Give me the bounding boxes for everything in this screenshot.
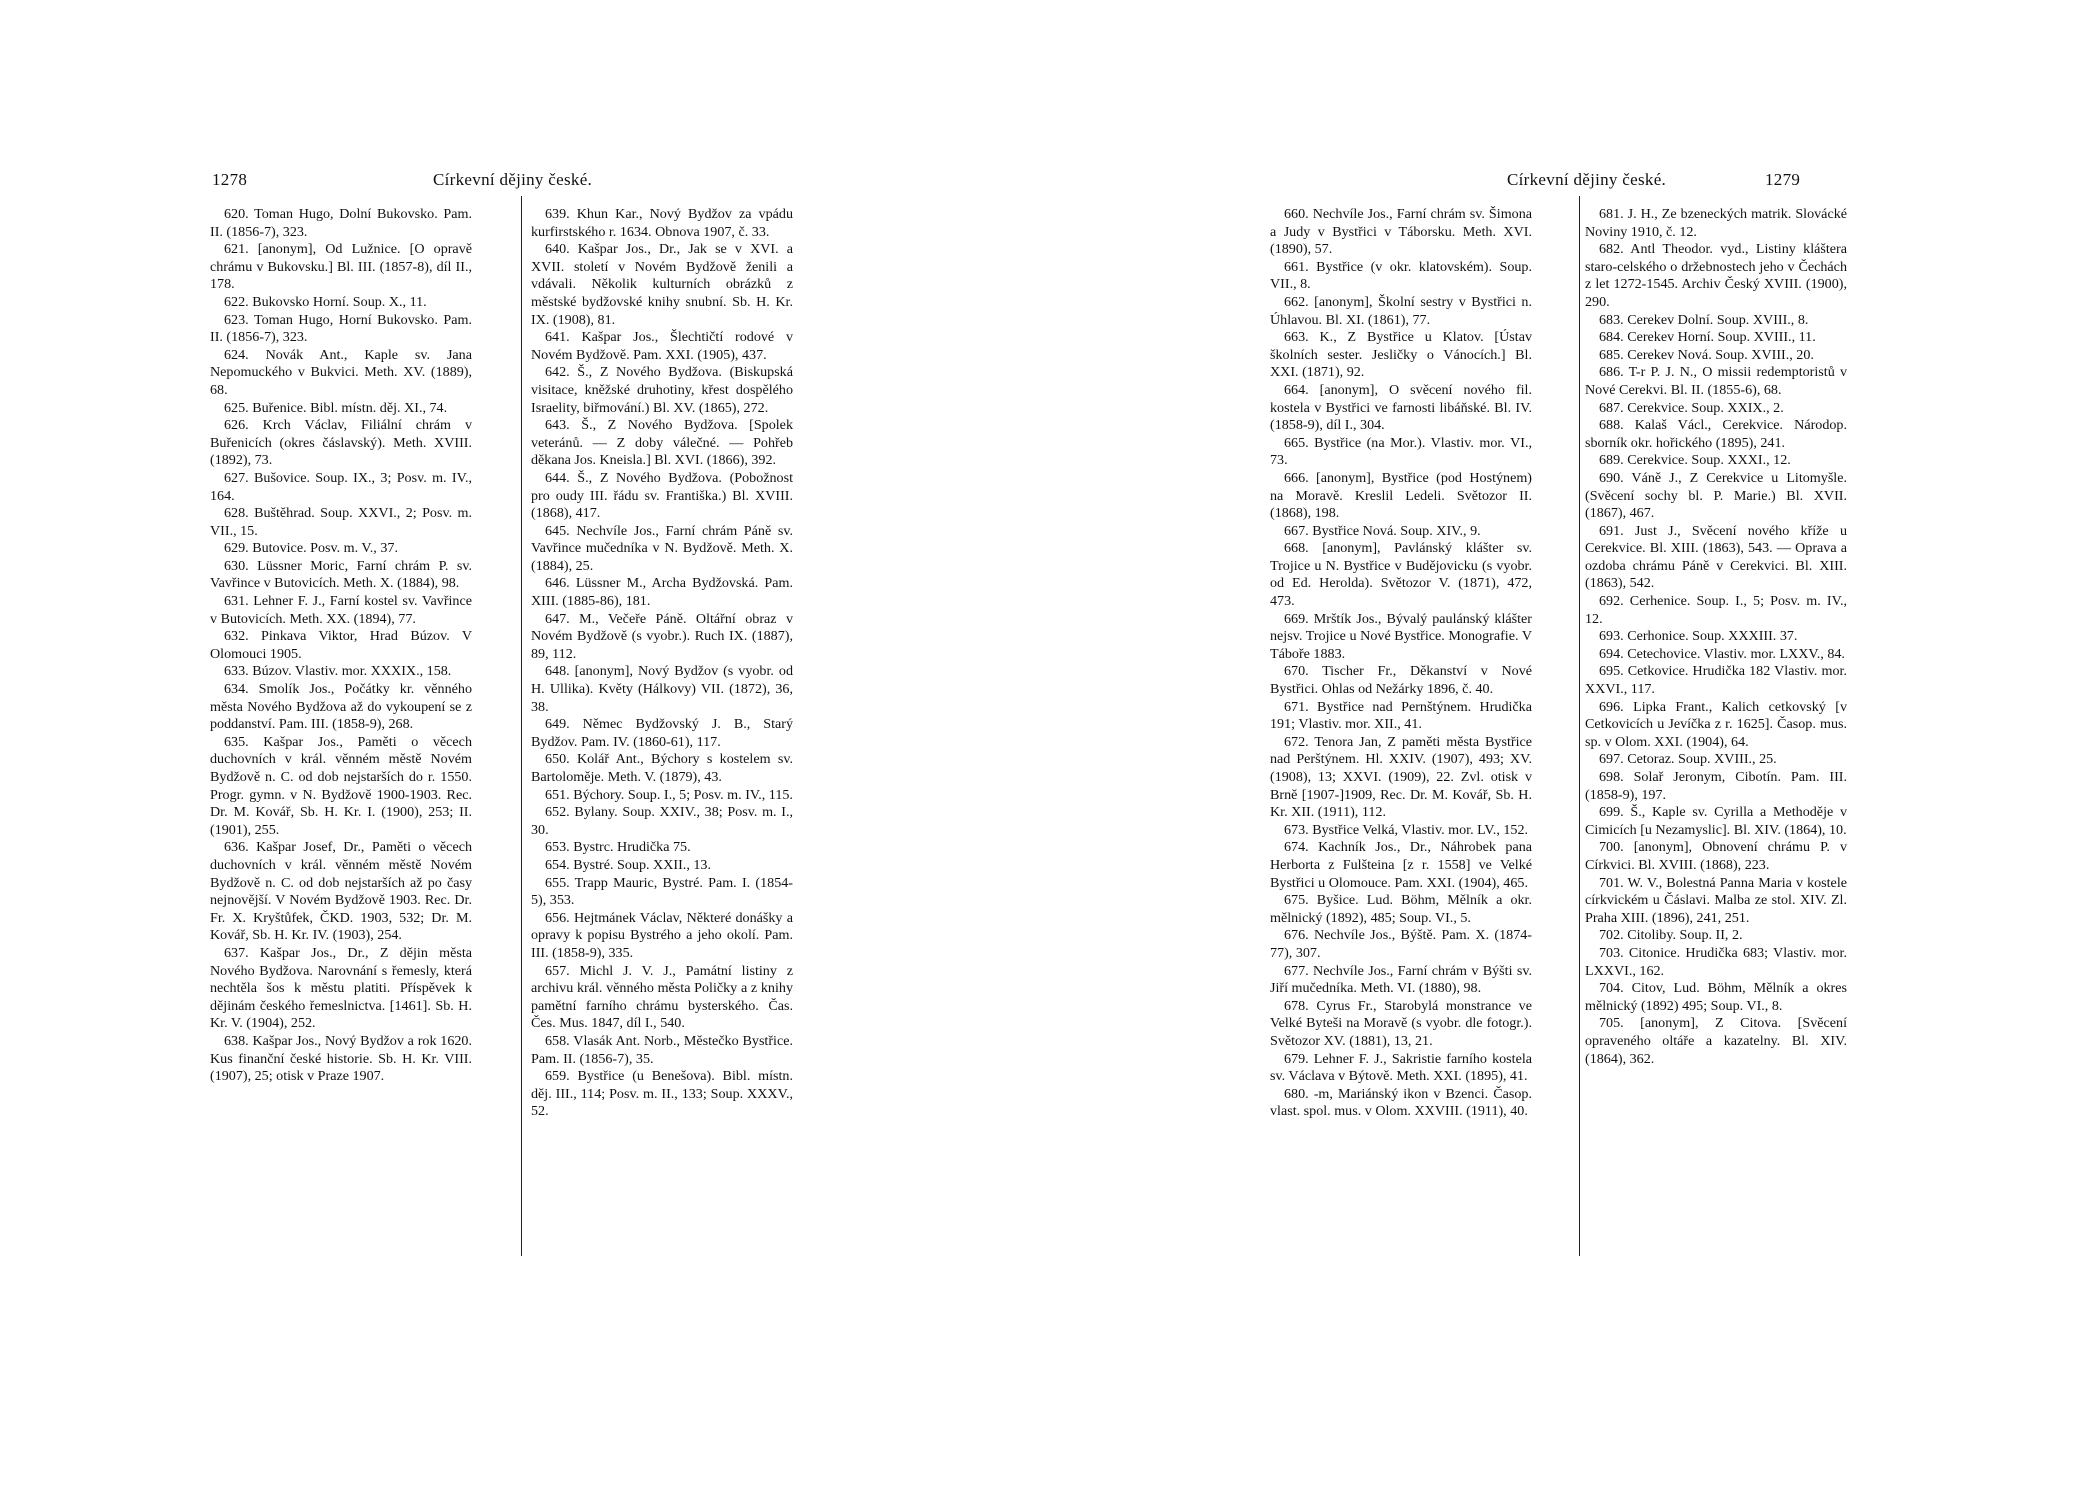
bibliography-entry: 665. Bystřice (na Mor.). Vlastiv. mor. VI., 73. (1270, 434, 1532, 469)
bibliography-entry: 666. [anonym], Bystřice (pod Hostýnem) na Moravě. Kreslil Ledeli. Světozor II. (1868), 198. (1270, 469, 1532, 522)
bibliography-entry: 703. Citonice. Hrudička 683; Vlastiv. mor. LXXVI., 162. (1585, 944, 1847, 979)
bibliography-entry: 637. Kašpar Jos., Dr., Z dějin města Nového Bydžova. Narovnání s řemesly, která nechtěla šos k městu platiti. Příspěvek k dějinám českého řemeslnictva. [1461]. Sb. H. Kr. V. (1904), 252. (210, 944, 472, 1032)
column-left-1 (210, 206, 472, 1086)
bibliography-entry: 686. T-r P. J. N., O missii redemptoristů v Nové Cerekvi. Bl. II. (1855-6), 68. (1585, 364, 1847, 398)
bibliography-entry: 681. J. H., Ze bzeneckých matrik. Slovácké Noviny 1910, č. 12. (1585, 206, 1847, 240)
bibliography-entry: 705. [anonym], Z Citova. [Svěcení opraveného oltáře a kazatelny. Bl. XIV. (1864), 362. (1585, 1015, 1847, 1067)
bibliography-entry: 648. [anonym], Nový Bydžov (s vyobr. od H. Ullika). Květy (Hálkovy) VII. (1872), 36, 38. (531, 663, 793, 715)
bibliography-entry: 641. Kašpar Jos., Šlechtičtí rodové v Novém Bydžově. Pam. XXI. (1905), 437. (531, 329, 793, 363)
bibliography-entry: 632. Pinkava Viktor, Hrad Búzov. V Olomouci 1905. (210, 628, 472, 662)
bibliography-entry: 693. Cerhonice. Soup. XXXIII. 37. (1599, 628, 1798, 645)
bibliography-entry: 692. Cerhenice. Soup. I., 5; Posv. m. IV., 12. (1585, 593, 1847, 627)
bibliography-entry: 640. Kašpar Jos., Dr., Jak se v XVI. a XVII. století v Novém Bydžově ženili a vdávali. Několik kulturních obrázků z městské bydžovské knihy snubní. Sb. H. Kr. IX. (1908), 81. (531, 241, 793, 328)
bibliography-entry: 682. Antl Theodor. vyd., Listiny kláštera staro-celského o držebnostech jeho v Čechách z let 1272-1545. Archiv Český XVIII. (1900), 290. (1585, 241, 1847, 310)
bibliography-entry: 700. [anonym], Obnovení chrámu P. v Církvici. Bl. XVIII. (1868), 223. (1585, 839, 1847, 873)
bibliography-entry: 695. Cetkovice. Hrudička 182 Vlastiv. mor. XXVI., 117. (1585, 663, 1847, 698)
bibliography-entry: 664. [anonym], O svěcení nového fil. kostela v Bystřici ve farnosti libáňské. Bl. IV. (1858-9), díl I., 304. (1270, 381, 1532, 434)
bibliography-entry: 644. Š., Z Nového Bydžova. (Pobožnost pro oudy III. řádu sv. Františka.) Bl. XVIII. (1868), 417. (531, 469, 793, 522)
bibliography-entry: 704. Citov, Lud. Böhm, Mělník a okres mělnický (1892) 495; Soup. VI., 8. (1585, 980, 1847, 1014)
bibliography-entry: 662. [anonym], Školní sestry v Bystřici n. Úhlavou. Bl. XI. (1861), 77. (1270, 293, 1532, 328)
bibliography-entry: 660. Nechvíle Jos., Farní chrám sv. Šimona a Judy v Bystřici v Táborsku. Meth. XVI. (1890), 57. (1270, 206, 1532, 258)
right-page (1048, 0, 2096, 1500)
bibliography-entry: 691. Just J., Svěcení nového kříže u Cerekvice. Bl. XIII. (1863), 543. — Oprava a ozdoba chrámu Páně v Cerekvici. Bl. XIII. (1863), 542. (1585, 522, 1847, 592)
bibliography-entry: 687. Cerekvice. Soup. XXIX., 2. (1599, 399, 1784, 416)
column-divider (521, 196, 522, 1256)
bibliography-entry: 623. Toman Hugo, Horní Bukovsko. Pam. II. (1856-7), 323. (210, 311, 472, 346)
bibliography-entry: 634. Smolík Jos., Počátky kr. věnného města Nového Bydžova až do vykoupení se z poddanství. Pam. III. (1858-9), 268. (210, 681, 472, 733)
bibliography-entry: 674. Kachník Jos., Dr., Náhrobek pana Herborta z Fulšteina [z r. 1558] ve Velké Bystřici u Olomouce. Pam. XXI. (1904), 465. (1270, 839, 1532, 891)
bibliography-entry: 697. Cetoraz. Soup. XVIII., 25. (1599, 751, 1777, 768)
bibliography-entry: 663. K., Z Bystřice u Klatov. [Ústav školních sester. Jesličky o Vánocích.] Bl. XXI. (1871), 92. (1270, 329, 1532, 381)
page-number: 1279 (1765, 170, 1801, 189)
bibliography-entry: 702. Citoliby. Soup. II, 2. (1599, 927, 1743, 944)
bibliography-entry: 689. Cerekvice. Soup. XXXI., 12. (1599, 452, 1791, 469)
bibliography-entry: 650. Kolář Ant., Býchory s kostelem sv. Bartoloměje. Meth. V. (1879), 43. (531, 751, 793, 785)
bibliography-entry: 622. Bukovsko Horní. Soup. X., 11. (224, 293, 427, 310)
bibliography-entry: 683. Cerekev Dolní. Soup. XVIII., 8. (1599, 311, 1809, 328)
bibliography-entry: 630. Lüssner Moric, Farní chrám P. sv. Vavřince v Butovicích. Meth. X. (1884), 98. (210, 557, 472, 592)
bibliography-entry: 690. Váně J., Z Cerekvice u Litomyšle. (Svěcení sochy bl. P. Marie.) Bl. XVII. (1867), 467. (1585, 469, 1847, 522)
running-title: Církevní dějiny české. (1507, 170, 1667, 189)
bibliography-entry: 639. Khun Kar., Nový Bydžov za vpádu kurfirstského r. 1634. Obnova 1907, č. 33. (531, 206, 793, 240)
bibliography-entry: 680. -m, Mariánský ikon v Bzenci. Časop. vlast. spol. mus. v Olom. XXVIII. (1911), 40. (1270, 1085, 1532, 1120)
bibliography-entry: 646. Lüssner M., Archa Bydžovská. Pam. XIII. (1885-86), 181. (531, 575, 793, 610)
bibliography-entry: 694. Cetechovice. Vlastiv. mor. LXXV., 84. (1599, 645, 1845, 662)
bibliography-entry: 647. M., Večeře Páně. Oltářní obraz v Novém Bydžově (s vyobr.). Ruch IX. (1887), 89, 112. (531, 610, 793, 662)
bibliography-entry: 684. Cerekev Horní. Soup. XVIII., 11. (1599, 329, 1816, 346)
column-left-2 (531, 206, 793, 1121)
bibliography-entry: 678. Cyrus Fr., Starobylá monstrance ve Velké Byteši na Moravě (s vyobr. dle fotogr.). Světozor XV. (1881), 13, 21. (1270, 997, 1532, 1049)
bibliography-entry: 679. Lehner F. J., Sakristie farního kostela sv. Václava v Býtově. Meth. XXI. (1895), 41. (1270, 1050, 1532, 1085)
bibliography-entry: 651. Býchory. Soup. I., 5; Posv. m. IV., 115. (545, 786, 793, 803)
bibliography-entry: 696. Lipka Frant., Kalich cetkovský [v Cetkovicích u Jevíčka z r. 1625]. Časop. mus. sp. v Olom. XXI. (1904), 64. (1585, 698, 1847, 750)
bibliography-entry: 636. Kašpar Josef, Dr., Paměti o věcech duchovních v král. věnném městě Novém Bydžově n. C. od dob nejstarších až po časy nejnovější. V Novém Bydžově 1903. Rec. Dr. Fr. X. Kryštůfek, ČKD. 1903, 532; Dr. M. Kovář, Sb. H. Kr. IV. (1903), 254. (210, 839, 472, 944)
bibliography-entry: 652. Bylany. Soup. XXIV., 38; Posv. m. I., 30. (531, 804, 793, 838)
bibliography-entry: 668. [anonym], Pavlánský klášter sv. Trojice u N. Bystřice v Budějovicku (s vyobr. od Ed. Herolda). Světozor V. (1871), 472, 473. (1270, 540, 1532, 610)
bibliography-entry: 620. Toman Hugo, Dolní Bukovsko. Pam. II. (1856-7), 323. (210, 206, 472, 240)
bibliography-entry: 657. Michl J. V. J., Památní listiny z archivu král. věnného města Poličky a z knihy pamětní farního chrámu bysterského. Čas. Čes. Mus. 1847, díl I., 540. (531, 962, 793, 1032)
bibliography-entry: 676. Nechvíle Jos., Býště. Pam. X. (1874-77), 307. (1270, 927, 1532, 961)
column-right-1 (1270, 206, 1532, 1121)
bibliography-entry: 649. Němec Bydžovský J. B., Starý Bydžov. Pam. IV. (1860-61), 117. (531, 716, 793, 750)
bibliography-entry: 627. Bušovice. Soup. IX., 3; Posv. m. IV., 164. (210, 469, 472, 504)
column-divider (1579, 196, 1580, 1256)
bibliography-entry: 631. Lehner F. J., Farní kostel sv. Vavřince v Butovicích. Meth. XX. (1894), 77. (210, 593, 472, 627)
bibliography-entry: 685. Cerekev Nová. Soup. XVIII., 20. (1599, 346, 1814, 363)
column-right-2 (1585, 206, 1847, 1068)
bibliography-entry: 673. Bystřice Velká, Vlastiv. mor. LV., 152. (1284, 821, 1529, 838)
bibliography-entry: 635. Kašpar Jos., Paměti o věcech duchovních v král. věnném městě Novém Bydžově n. C. od dob nejstarších do r. 1550. Progr. gymn. v N. Bydžově 1900-1903. Rec. Dr. M. Kovář, Sb. H. Kr. I. (1900), 253; II. (1901), 255. (210, 733, 472, 838)
bibliography-entry: 667. Bystřice Nová. Soup. XIV., 9. (1284, 522, 1481, 539)
bibliography-entry: 625. Buřenice. Bibl. místn. děj. XI., 74. (224, 399, 448, 416)
bibliography-entry: 624. Novák Ant., Kaple sv. Jana Nepomuckého v Bukvici. Meth. XV. (1889), 68. (210, 346, 472, 398)
bibliography-entry: 658. Vlasák Ant. Norb., Městečko Bystřice. Pam. II. (1856-7), 35. (531, 1032, 793, 1067)
bibliography-entry: 654. Bystré. Soup. XXII., 13. (545, 856, 711, 873)
bibliography-entry: 626. Krch Václav, Filiální chrám v Buřenicích (okres čáslavský). Meth. XVIII. (1892), 73. (210, 417, 472, 469)
bibliography-entry: 661. Bystřice (v okr. klatovském). Soup. VII., 8. (1270, 258, 1532, 293)
bibliography-entry: 621. [anonym], Od Lužnice. [O opravě chrámu v Bukovsku.] Bl. III. (1857-8), díl II., 178. (210, 241, 472, 293)
bibliography-entry: 688. Kalaš Václ., Cerekvice. Národop. sborník okr. hořického (1895), 241. (1585, 417, 1847, 451)
bibliography-entry: 656. Hejtmánek Václav, Některé donášky a opravy k popisu Bystrého a jeho okolí. Pam. III. (1858-9), 335. (531, 909, 793, 961)
page-number: 1278 (212, 170, 248, 189)
bibliography-entry: 669. Mrštík Jos., Bývalý paulánský klášter nejsv. Trojice u Nové Bystřice. Monografie. V Táboře 1883. (1270, 610, 1532, 662)
bibliography-entry: 670. Tischer Fr., Děkanství v Nové Bystřici. Ohlas od Nežárky 1896, č. 40. (1270, 663, 1532, 698)
bibliography-entry: 671. Bystřice nad Pernštýnem. Hrudička 191; Vlastiv. mor. XII., 41. (1270, 698, 1532, 733)
bibliography-entry: 633. Búzov. Vlastiv. mor. XXXIX., 158. (224, 663, 452, 680)
bibliography-entry: 638. Kašpar Jos., Nový Bydžov a rok 1620. Kus finanční české historie. Sb. H. Kr. VIII. (1907), 25; otisk v Praze 1907. (210, 1032, 472, 1085)
bibliography-entry: 642. Š., Z Nového Bydžova. (Biskupská visitace, kněžské druhotiny, křest dospělého Israelity, biřmování.) Bl. XV. (1865), 272. (531, 364, 793, 416)
running-title: Církevní dějiny české. (433, 170, 593, 189)
bibliography-entry: 653. Bystrc. Hrudička 75. (545, 839, 691, 856)
bibliography-entry: 659. Bystřice (u Benešova). Bibl. místn. děj. III., 114; Posv. m. II., 133; Soup. XXXV., 52. (531, 1068, 793, 1120)
bibliography-entry: 672. Tenora Jan, Z paměti města Bystřice nad Perštýnem. Hl. XXIV. (1907), 493; XV. (1908), 13; XXVI. (1909), 22. Zvl. otisk v Brně [1907-]1909, Rec. Dr. M. Kovář, Sb. H. Kr. XII. (1911), 112. (1270, 733, 1532, 821)
bibliography-entry: 629. Butovice. Posv. m. V., 37. (224, 540, 398, 557)
bibliography-entry: 643. Š., Z Nového Bydžova. [Spolek veteránů. — Z doby válečné. — Pohřeb děkana Jos. Kneisla.] Bl. XVI. (1866), 392. (531, 417, 793, 469)
bibliography-entry: 675. Byšice. Lud. Böhm, Mělník a okr. mělnický (1892), 485; Soup. VI., 5. (1270, 892, 1532, 926)
bibliography-entry: 701. W. V., Bolestná Panna Maria v kostele církvickém u Čáslavi. Malba ze stol. XIV. Zl. Praha XIII. (1896), 241, 251. (1585, 874, 1847, 926)
bibliography-entry: 698. Solař Jeronym, Cibotín. Pam. III. (1858-9), 197. (1585, 769, 1847, 803)
bibliography-entry: 645. Nechvíle Jos., Farní chrám Páně sv. Vavřince mučedníka v N. Bydžově. Meth. X. (1884), 25. (531, 522, 793, 574)
bibliography-entry: 628. Buštěhrad. Soup. XXVI., 2; Posv. m. VII., 15. (210, 505, 472, 539)
bibliography-entry: 699. Š., Kaple sv. Cyrilla a Methoděje v Cimicích [u Nezamyslic]. Bl. XIV. (1864), 10. (1585, 804, 1847, 838)
bibliography-entry: 655. Trapp Mauric, Bystré. Pam. I. (1854-5), 353. (531, 874, 793, 909)
bibliography-entry: 677. Nechvíle Jos., Farní chrám v Býšti sv. Jiří mučedníka. Meth. VI. (1880), 98. (1270, 962, 1532, 997)
